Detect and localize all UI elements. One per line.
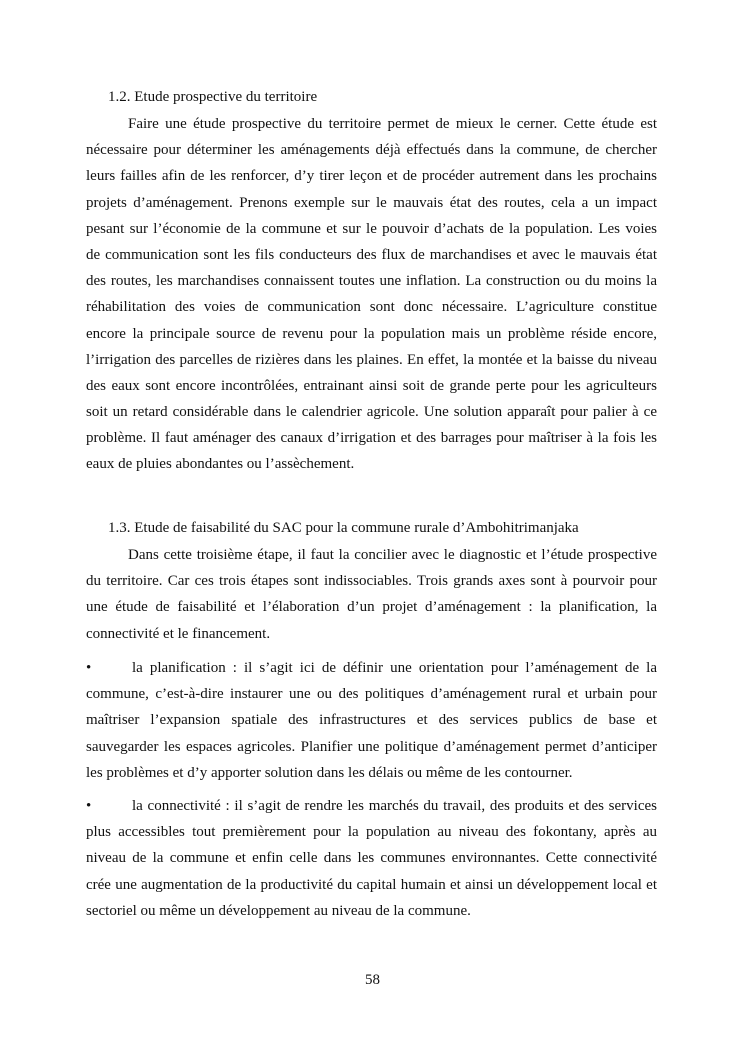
text-line: nécessaire pour déterminer les aménagements déjà effectués dans la commune, de chercher — [86, 142, 657, 159]
text-line: de communication sont les fils conducteurs des flux de marchandises et avec le mauvais état — [86, 246, 657, 263]
text-line: les problèmes et d’y apporter solution dans les délais ou même de les contourner. — [86, 764, 573, 781]
text-line: des routes, les marchandises connaissent toutes une inflation. La construction ou du moins la — [86, 273, 657, 290]
text-line: l’irrigation des parcelles de rizières dans les plaines. En effet, la montée et la baisse du niveau — [86, 351, 657, 368]
text-line: des eaux sont encore incontrôlées, entrainant ainsi soit de grande perte pour les agriculteurs — [86, 377, 657, 394]
text-line: pesant sur l’économie de la commune et sur le pouvoir d’achats de la population. Les voies — [86, 220, 657, 237]
text-line: niveau de la commune et enfin celle dans les communes environnantes. Cette connectivité — [86, 850, 657, 867]
bullet-icon: • — [86, 798, 92, 814]
text-line: maîtriser l’expansion spatiale des infrastructures et des services publics de base et — [86, 712, 657, 729]
bullet-icon: • — [86, 660, 92, 676]
text-line: la connectivité : il s’agit de rendre les marchés du travail, des produits et des services — [132, 798, 657, 814]
text-line: soit un retard considérable dans le calendrier agricole. Une solution apparaît pour palier à ce — [86, 404, 657, 421]
section-heading-1-2: 1.2. Etude prospective du territoire — [108, 89, 318, 105]
text-line: connectivité et le financement. — [86, 625, 271, 642]
text-line: sectoriel ou même un développement au niveau de la commune. — [86, 902, 471, 919]
section-heading-1-3: 1.3. Etude de faisabilité du SAC pour la commune rurale d’Ambohitrimanjaka — [108, 520, 579, 536]
text-line: leurs failles afin de les renforcer, d’y tirer leçon et de procéder autrement dans les prochains — [86, 168, 657, 185]
bullet-connectivite — [86, 793, 657, 924]
paragraph-faisabilite — [86, 542, 657, 647]
text-line: projets d’aménagement. Prenons exemple sur le mauvais état des routes, cela a un impact — [86, 194, 657, 211]
text-line: du territoire. Car ces trois étapes sont indissociables. Trois grands axes sont à pourvoir pour — [86, 573, 657, 590]
text-line: Faire une étude prospective du territoire permet de mieux le cerner. Cette étude est — [128, 116, 657, 132]
paragraph-prospective — [86, 111, 657, 478]
text-line: eaux de pluies abondantes ou l’assèchement. — [86, 456, 355, 473]
text-line: sauvegarder les espaces agricoles. Planifier une politique d’aménagement permet d’anticiper — [86, 738, 657, 755]
text-line: encore la principale source de revenu pour la population mais un problème réside encore, — [86, 325, 657, 342]
page-number: 58 — [365, 972, 380, 988]
text-line: crée une augmentation de la productivité du capital humain et ainsi un développement local et — [86, 876, 657, 893]
text-line: commune, c’est-à-dire instaurer une ou des politiques d’aménagement rural et urbain pour — [86, 686, 657, 703]
text-line: plus accessibles tout premièrement pour la population au niveau des fokontany, après au — [86, 824, 657, 841]
text-line: Dans cette troisième étape, il faut la concilier avec le diagnostic et l’étude prospective — [128, 547, 657, 563]
text-line: problème. Il faut aménager des canaux d’irrigation et des barrages pour maîtriser à la fois les — [86, 430, 657, 447]
text-line: une étude de faisabilité et l’élaboration d’un projet d’aménagement : la planification, la — [86, 599, 657, 616]
bullet-planification — [86, 655, 657, 786]
text-line: la planification : il s’agit ici de définir une orientation pour l’aménagement de la — [132, 660, 657, 676]
text-line: réhabilitation des voies de communication sont donc nécessaire. L’agriculture constitue — [86, 299, 657, 316]
